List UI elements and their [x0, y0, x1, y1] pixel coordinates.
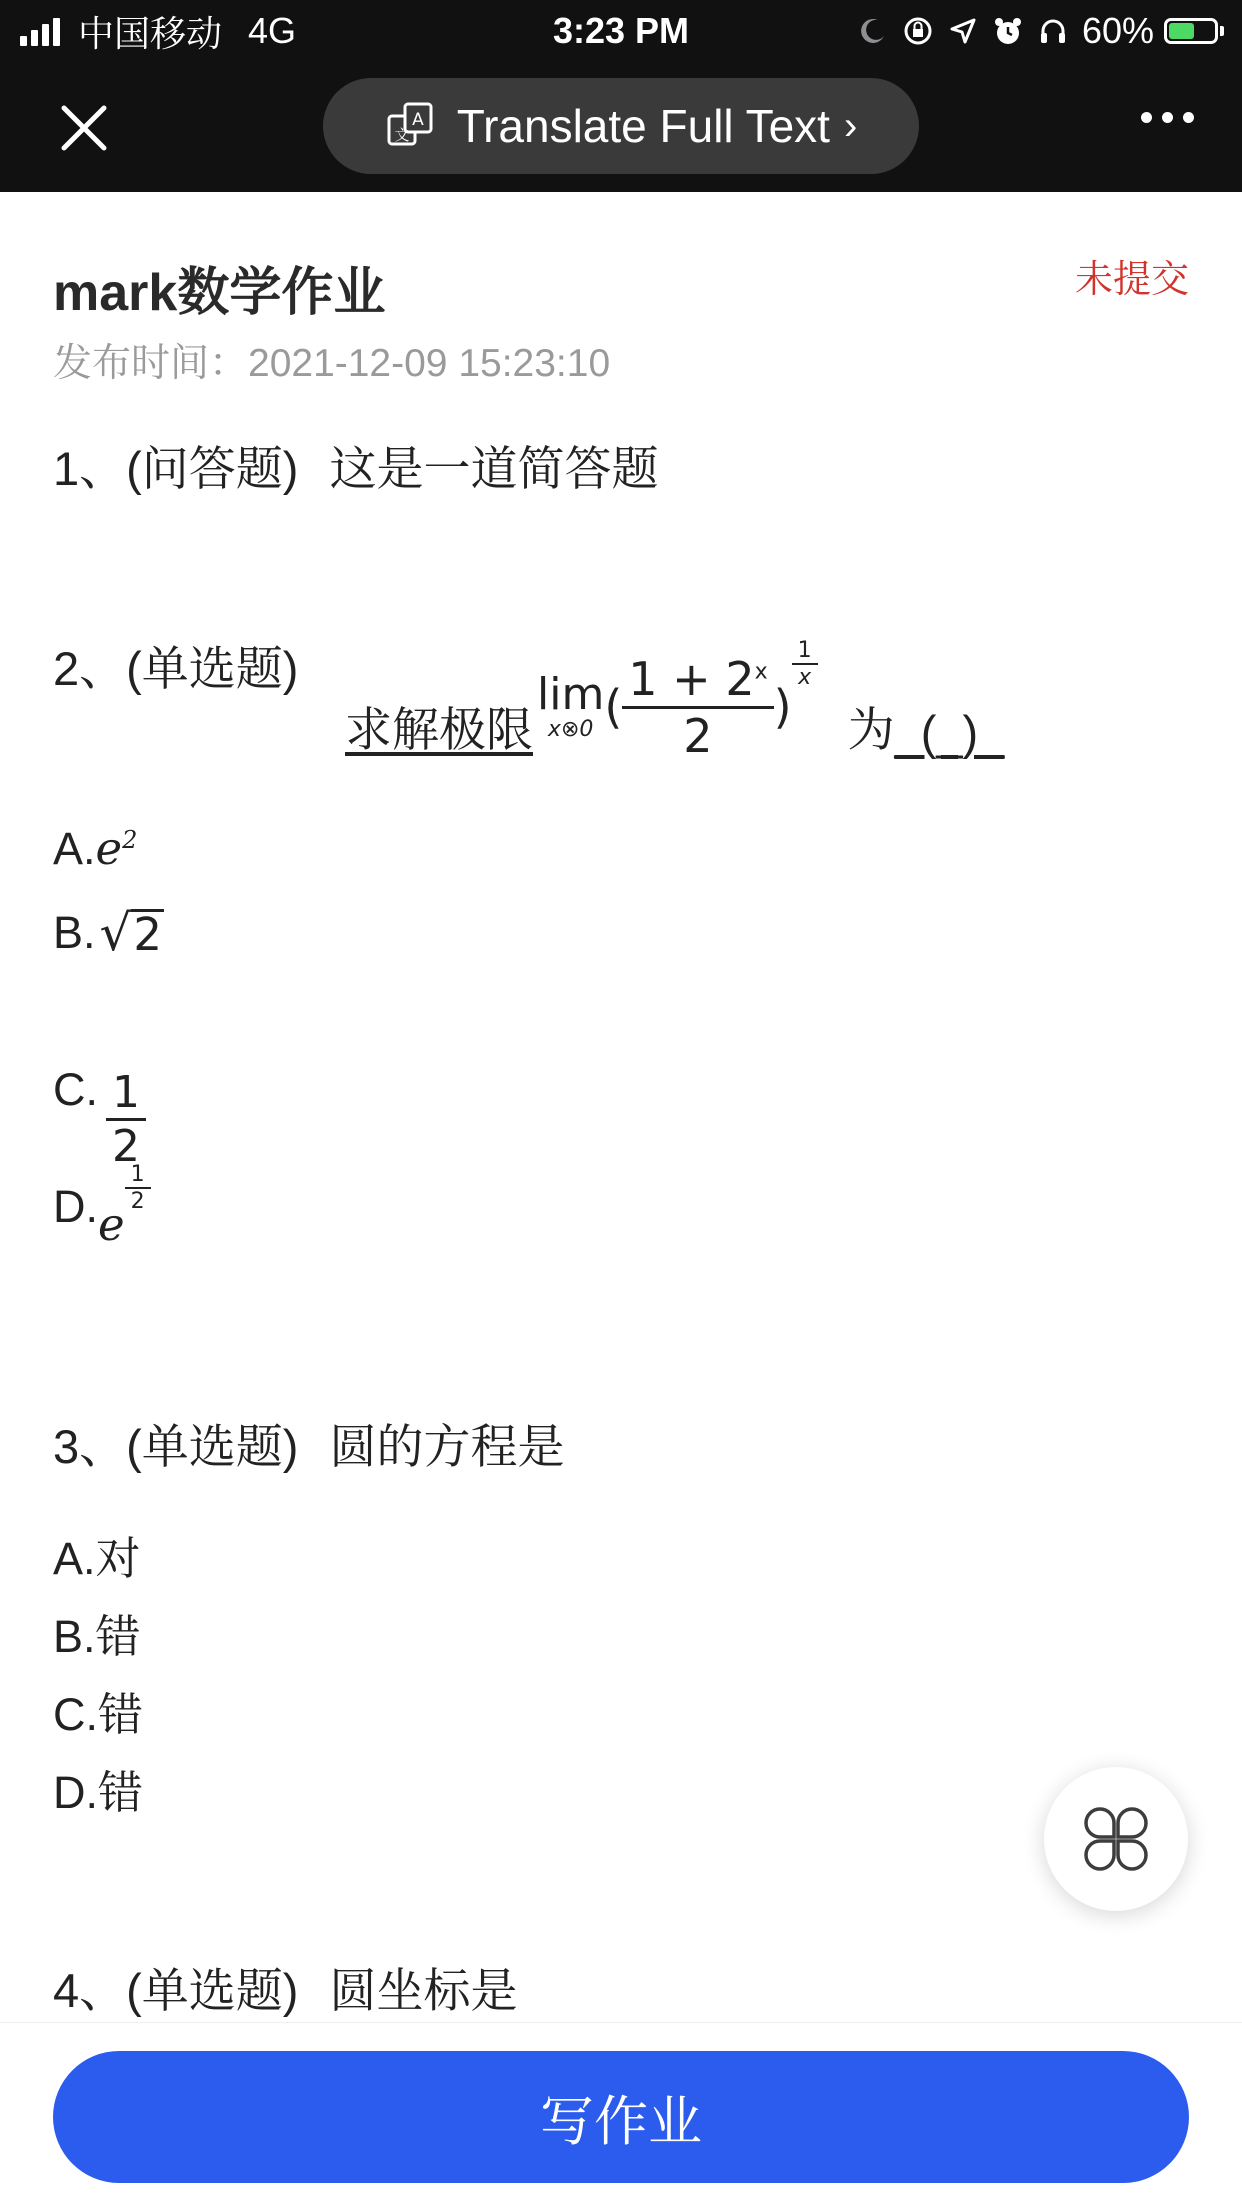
floating-menu-button[interactable] — [1044, 1767, 1188, 1911]
paren-open: ( — [604, 680, 623, 734]
status-bar — [0, 0, 1242, 62]
headphones-icon — [1038, 16, 1068, 46]
option-b[interactable]: B.错 — [53, 1611, 141, 1662]
battery-percent: 60% — [1081, 10, 1154, 51]
option-exponent: $\frac{1}{2}$ — [125, 1162, 151, 1214]
option-d[interactable]: D. e $\frac{1}{2}$ — [53, 1162, 151, 1251]
option-c[interactable]: C. $\frac{1}{2}$ — [53, 1007, 146, 1172]
option-d[interactable]: D.错 — [53, 1767, 144, 1818]
answer-blank: _(_)_ — [894, 706, 1005, 759]
option-formula: 2 — [133, 908, 163, 961]
question-4 — [53, 1954, 518, 2021]
carrier-name: 中国移动 — [78, 12, 223, 54]
location-icon — [948, 16, 978, 46]
option-a[interactable]: A.对 — [53, 1533, 141, 1584]
sqrt-symbol: √ — [99, 904, 132, 962]
limit-fraction: $\frac{1 + 2^x}{2}$ — [622, 652, 773, 763]
write-homework-button[interactable]: 写作业 — [53, 2051, 1189, 2183]
more-dot — [1141, 112, 1152, 123]
grid-menu-icon — [1080, 1803, 1152, 1875]
paren-close: ) — [773, 680, 792, 734]
nav-bar — [0, 62, 1242, 192]
alarm-icon — [992, 15, 1024, 47]
lim-operator: lim x⊗0 — [537, 668, 605, 742]
limit-exponent: $\frac{1}{x}$ — [792, 638, 818, 690]
rotation-lock-icon — [902, 15, 934, 47]
question-2 — [53, 632, 298, 699]
question-text: 这是一道简答题 — [329, 442, 659, 495]
translate-full-text-button[interactable] — [323, 78, 919, 174]
question-text: 圆坐标是 — [329, 1964, 518, 2017]
homework-content[interactable] — [0, 192, 1242, 2022]
question-prefix: 1、(问答题) — [53, 442, 299, 495]
battery-icon — [1164, 18, 1224, 44]
question-suffix: 为 — [847, 703, 895, 756]
network-type: 4G — [248, 10, 297, 51]
option-c[interactable]: C.错 — [53, 1689, 144, 1740]
question-prefix: 2、(单选题) — [53, 642, 299, 695]
translate-icon — [385, 100, 437, 152]
publish-time: 发布时间：2021-12-09 15:23:10 — [53, 342, 611, 385]
close-icon — [48, 92, 120, 164]
option-b[interactable]: B. √ 2 — [53, 904, 163, 962]
more-dot — [1162, 112, 1173, 123]
status-time: 3:23 PM — [552, 10, 690, 51]
question-prefix: 4、(单选题) — [53, 1964, 299, 2017]
option-formula: e — [98, 1198, 125, 1251]
question-3 — [53, 1410, 565, 1477]
homework-title: mark数学作业 — [53, 264, 386, 322]
chevron-right-icon: › — [843, 103, 858, 148]
svg-text:文: 文 — [394, 126, 410, 144]
close-button[interactable] — [48, 92, 120, 164]
option-a[interactable]: A. $e^2$ — [53, 822, 138, 875]
submission-status: 未提交 — [1074, 259, 1189, 301]
question-text: 求解极限 — [345, 703, 533, 756]
question-text: 圆的方程是 — [329, 1420, 565, 1473]
option-formula: $e^2$ — [95, 822, 138, 875]
limit-expression — [345, 632, 1004, 782]
more-dot — [1183, 112, 1194, 123]
option-formula: $\frac{1}{2}$ — [106, 1067, 146, 1172]
question-prefix: 3、(单选题) — [53, 1420, 299, 1473]
question-1 — [53, 432, 659, 499]
moon-icon — [858, 16, 888, 46]
more-button[interactable] — [1131, 112, 1194, 123]
bottom-action-bar — [0, 2022, 1242, 2209]
svg-text:A: A — [411, 110, 424, 130]
translate-label: Translate Full Text — [456, 100, 830, 152]
